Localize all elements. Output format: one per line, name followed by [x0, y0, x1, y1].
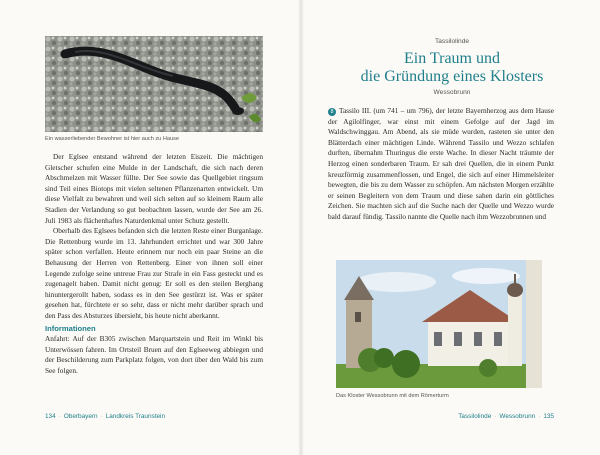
footer-separator: ·: [100, 413, 103, 420]
page-title-line-1: Ein Traum und: [403, 50, 500, 67]
left-paragraph-2: Oberhalb des Eglsees befanden sich die letzten Reste einer Burganlage. Die Rettenburg wurde im 13. Jahrhundert errichtet und war 300 Jahre später schon verfallen. Heute erinnern nur noch ein paar Steine an die Behausung der Herren von Rettenberg. Einer von ihnen soll einer Legende zufolge seine untreue Frau zur Strafe in ein Fass gesteckt und es zugenagelt haben. Damit nicht genug: Er soll es den steilen Berghang hinuntergerollt haben, sodass es in den See gestürzt ist. Was er später gesehen hat, fürchtete er so sehr, dass er nicht mehr darüber sprach und den Pass des Absturzes übersieht, bis heute nicht aberkannt.: [45, 226, 263, 320]
salamander-photo-icon: [45, 36, 263, 132]
right-photo-caption: Das Kloster Wessobrunn mit dem Römerturm: [336, 393, 449, 399]
right-body-text: [328, 106, 554, 223]
monastery-photo-icon: [336, 260, 542, 388]
right-paragraph-text: Tassilo III. (um 741 – um 796), der letzte Bayernherzog aus dem Hause der Agilolfinger, war einst mit einem Gefolge auf der Jagd im Waldschwinggau. Am Abend, als sie müde wurden, rasteten sie unter den Blätterdach einer mächtigen Linde. Während Tassilo und Wezzo schlafen durften, übernahm Thuringus die erste Wache. In dieser Nacht träumte der Herzog einen sonderbaren Traum. Er sah drei Quellen, die in einem Punkt kreuzförmig zusammenflossen, und Engel, die sich auf einer Himmelsleiter bewegten, die bis zu dem Wasser zu schöpfen. Am nächsten Morgen erzählte er seinen Begleitern von dem Traum und diese sahen darin ein göttliches Zeichen. Sie machten sich auf die Suche nach der Quelle und Wezzo wurde bald darauf fündig. Tassilo nannte die Quelle nach ihm Wezzobrunnen und: [328, 106, 554, 221]
left-photo-caption: Ein wasserliebender Bewohner ist hier auch zu Hause: [45, 136, 180, 142]
info-text: Anfahrt: Auf der B305 zwischen Marquartstein und Reit im Winkl bis Unterwössen fahren. Im Ortsteil Bruen auf den Eglseeweg abbiegen und der Beschilderung zum Parkplatz folgen, von dort über den Wald bis zum See folgen.: [45, 334, 263, 375]
left-footer: [45, 413, 165, 420]
right-page-number: 135: [543, 413, 554, 420]
right-kicker: Tassilolinde: [434, 38, 470, 45]
left-footer-section: Landkreis Traunstein: [105, 413, 166, 420]
right-footer-place: Wessobrunn: [499, 413, 536, 420]
left-page-number: 134: [45, 413, 56, 420]
page-title-line-2: die Gründung eines Klosters: [360, 68, 544, 85]
footer-separator: ·: [494, 413, 497, 420]
salamander-photo-svg: [45, 36, 263, 132]
right-footer-section: Tassilolinde: [458, 413, 492, 420]
right-footer: [458, 413, 554, 420]
poi-marker-icon: 8: [328, 108, 336, 116]
location-subtitle: Wessobrunn: [433, 89, 471, 96]
footer-separator: ·: [538, 413, 541, 420]
left-body-text: [45, 152, 263, 376]
left-paragraph-1: Der Eglsee entstand während der letzten Eiszeit. Die mächtigen Gletscher schufen eine Mulde in der Landschaft, die sich nach deren Abschmelzen mit Wasser füllte. Der See sowie das Quellgebiet ringsum sind Teil eines Biotops mit vielen seltenen Pflanzenarten entwickelt. Um diese Vielfalt zu bewahren und weil sich selten auf so kleinem Raum alle Stadien der Verlandung so gut beobachten lassen, wurde der See am 26. Juli 1983 als flächenhaftes Naturdenkmal unter Schutz gestellt.: [45, 152, 263, 225]
left-footer-region: Oberbayern: [63, 413, 98, 420]
footer-separator: ·: [58, 413, 61, 420]
right-page: [304, 0, 600, 455]
right-paragraph: [328, 106, 554, 223]
info-heading: Informationen: [45, 323, 96, 333]
monastery-photo-svg: [336, 260, 542, 388]
